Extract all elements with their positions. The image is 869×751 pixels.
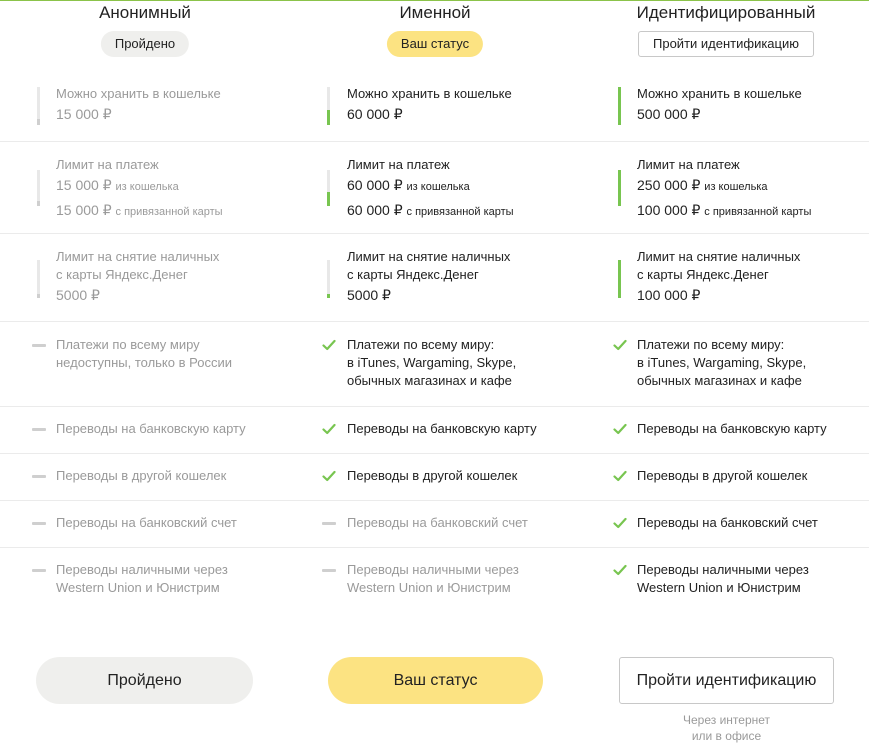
cash-transfers-text: Переводы наличными через bbox=[347, 562, 519, 577]
card-transfers-cell-named: Переводы на банковскую карту bbox=[347, 421, 537, 436]
payment-limit-cell-identified bbox=[637, 156, 811, 224]
identification-note bbox=[619, 712, 834, 744]
payment-limit-wallet-note: из кошелька bbox=[406, 181, 470, 193]
world-payments-cell-named bbox=[347, 336, 516, 390]
account-transfers-cell-named: Переводы на банковский счет bbox=[347, 515, 528, 530]
limit-level-fill bbox=[37, 294, 40, 298]
row-divider bbox=[0, 547, 869, 548]
cash-limit-amount: 5000 ₽ bbox=[347, 287, 391, 303]
limit-level-bar bbox=[37, 260, 40, 298]
storage-cell-named bbox=[347, 85, 512, 126]
dash-icon bbox=[32, 338, 46, 352]
limit-level-bar bbox=[618, 87, 621, 125]
storage-label: Можно хранить в кошельке bbox=[56, 86, 221, 101]
cash-transfers-cell-named bbox=[347, 561, 519, 597]
payment-limit-wallet-amount: 60 000 ₽ bbox=[347, 177, 403, 193]
cash-limit-label: с карты Яндекс.Денег bbox=[637, 267, 769, 282]
column-title-identified: Идентифицированный bbox=[636, 3, 816, 22]
limit-level-bar bbox=[327, 260, 330, 298]
world-payments-text: обычных магазинах и кафе bbox=[637, 373, 802, 388]
payment-limit-card-amount: 15 000 ₽ bbox=[56, 202, 112, 218]
limit-level-bar bbox=[327, 170, 330, 206]
cash-limit-label: Лимит на снятие наличных bbox=[56, 249, 220, 264]
limit-level-fill bbox=[37, 201, 40, 206]
payment-limit-card-note: с привязанной карты bbox=[406, 206, 514, 218]
world-payments-cell-anonymous bbox=[56, 336, 232, 372]
limit-level-bar bbox=[327, 87, 330, 125]
world-payments-cell-identified bbox=[637, 336, 806, 390]
passed-button: Пройдено bbox=[36, 657, 253, 704]
wallet-transfers-cell-anonymous: Переводы в другой кошелек bbox=[56, 468, 227, 483]
payment-limit-label: Лимит на платеж bbox=[56, 157, 159, 172]
cash-limit-cell-identified bbox=[637, 248, 800, 307]
payment-limit-cell-named bbox=[347, 156, 514, 224]
storage-cell-identified bbox=[637, 85, 802, 126]
limit-level-fill bbox=[618, 87, 621, 125]
limit-level-bar bbox=[37, 87, 40, 125]
cash-transfers-text: Western Union и Юнистрим bbox=[347, 580, 511, 595]
payment-limit-card-note: с привязанной карты bbox=[115, 206, 223, 218]
cash-transfers-text: Переводы наличными через bbox=[637, 562, 809, 577]
limit-level-bar bbox=[37, 170, 40, 206]
identification-note-line: или в офисе bbox=[691, 729, 762, 743]
column-title-anonymous: Анонимный bbox=[99, 3, 191, 22]
world-payments-text: в iTunes, Wargaming, Skype, bbox=[347, 355, 517, 370]
world-payments-text: Платежи по всему миру: bbox=[347, 337, 495, 352]
payment-limit-wallet-amount: 15 000 ₽ bbox=[56, 177, 112, 193]
account-transfers-cell-anonymous: Переводы на банковский счет bbox=[56, 515, 237, 530]
check-icon bbox=[613, 469, 627, 483]
check-icon bbox=[322, 338, 336, 352]
account-transfers-cell-identified: Переводы на банковский счет bbox=[637, 515, 818, 530]
cash-limit-amount: 5000 ₽ bbox=[56, 287, 100, 303]
wallet-transfers-cell-named: Переводы в другой кошелек bbox=[347, 468, 518, 483]
cash-transfers-text: Western Union и Юнистрим bbox=[637, 580, 801, 595]
status-badge-current: Ваш статус bbox=[387, 31, 483, 57]
identification-note-line: Через интернет bbox=[682, 713, 771, 727]
row-divider bbox=[0, 141, 869, 142]
check-icon bbox=[613, 563, 627, 577]
cash-limit-label: Лимит на снятие наличных bbox=[347, 249, 511, 264]
storage-amount: 500 000 ₽ bbox=[637, 106, 701, 122]
check-icon bbox=[322, 469, 336, 483]
card-transfers-cell-identified: Переводы на банковскую карту bbox=[637, 421, 827, 436]
row-divider bbox=[0, 233, 869, 234]
dash-icon bbox=[322, 516, 336, 530]
check-icon bbox=[613, 422, 627, 436]
payment-limit-cell-anonymous bbox=[56, 156, 223, 224]
dash-icon bbox=[32, 516, 46, 530]
dash-icon bbox=[322, 563, 336, 577]
limit-level-fill bbox=[327, 110, 330, 125]
current-status-button: Ваш статус bbox=[328, 657, 543, 704]
payment-limit-card-note: с привязанной карты bbox=[704, 206, 812, 218]
limit-level-fill bbox=[618, 260, 621, 298]
payment-limit-card-amount: 60 000 ₽ bbox=[347, 202, 403, 218]
cash-transfers-text: Переводы наличными через bbox=[56, 562, 228, 577]
payment-limit-label: Лимит на платеж bbox=[347, 157, 450, 172]
limit-level-fill bbox=[327, 192, 330, 206]
limit-level-bar bbox=[618, 260, 621, 298]
payment-limit-wallet-note: из кошелька bbox=[115, 181, 179, 193]
payment-limit-wallet-note: из кошелька bbox=[704, 181, 768, 193]
cash-limit-amount: 100 000 ₽ bbox=[637, 287, 701, 303]
check-icon bbox=[613, 338, 627, 352]
storage-label: Можно хранить в кошельке bbox=[347, 86, 512, 101]
cash-limit-label: с карты Яндекс.Денег bbox=[347, 267, 479, 282]
payment-limit-card-amount: 100 000 ₽ bbox=[637, 202, 701, 218]
storage-cell-anonymous bbox=[56, 85, 221, 126]
limit-level-bar bbox=[618, 170, 621, 206]
check-icon bbox=[613, 516, 627, 530]
row-divider bbox=[0, 321, 869, 322]
payment-limit-wallet-amount: 250 000 ₽ bbox=[637, 177, 701, 193]
cash-limit-cell-named bbox=[347, 248, 510, 307]
identify-button-top[interactable]: Пройти идентификацию bbox=[638, 31, 814, 57]
storage-amount: 15 000 ₽ bbox=[56, 106, 112, 122]
card-transfers-cell-anonymous: Переводы на банковскую карту bbox=[56, 421, 246, 436]
cash-transfers-text: Western Union и Юнистрим bbox=[56, 580, 220, 595]
check-icon bbox=[322, 422, 336, 436]
dash-icon bbox=[32, 422, 46, 436]
column-title-named: Именной bbox=[399, 3, 471, 22]
limit-level-fill bbox=[327, 294, 330, 298]
dash-icon bbox=[32, 563, 46, 577]
payment-limit-label: Лимит на платеж bbox=[637, 157, 740, 172]
world-payments-text: недоступны, только в России bbox=[56, 355, 232, 370]
storage-amount: 60 000 ₽ bbox=[347, 106, 403, 122]
cash-limit-label: с карты Яндекс.Денег bbox=[56, 267, 188, 282]
top-accent-line bbox=[0, 0, 869, 1]
status-badge-passed: Пройдено bbox=[101, 31, 189, 57]
wallet-transfers-cell-identified: Переводы в другой кошелек bbox=[637, 468, 808, 483]
identify-button[interactable]: Пройти идентификацию bbox=[619, 657, 834, 704]
cash-transfers-cell-anonymous bbox=[56, 561, 228, 597]
world-payments-text: в iTunes, Wargaming, Skype, bbox=[637, 355, 807, 370]
row-divider bbox=[0, 453, 869, 454]
world-payments-text: обычных магазинах и кафе bbox=[347, 373, 512, 388]
limit-level-fill bbox=[618, 170, 621, 206]
row-divider bbox=[0, 406, 869, 407]
row-divider bbox=[0, 500, 869, 501]
world-payments-text: Платежи по всему миру bbox=[56, 337, 200, 352]
cash-transfers-cell-identified bbox=[637, 561, 809, 597]
storage-label: Можно хранить в кошельке bbox=[637, 86, 802, 101]
cash-limit-cell-anonymous bbox=[56, 248, 219, 307]
world-payments-text: Платежи по всему миру: bbox=[637, 337, 785, 352]
limit-level-fill bbox=[37, 119, 40, 125]
cash-limit-label: Лимит на снятие наличных bbox=[637, 249, 801, 264]
dash-icon bbox=[32, 469, 46, 483]
